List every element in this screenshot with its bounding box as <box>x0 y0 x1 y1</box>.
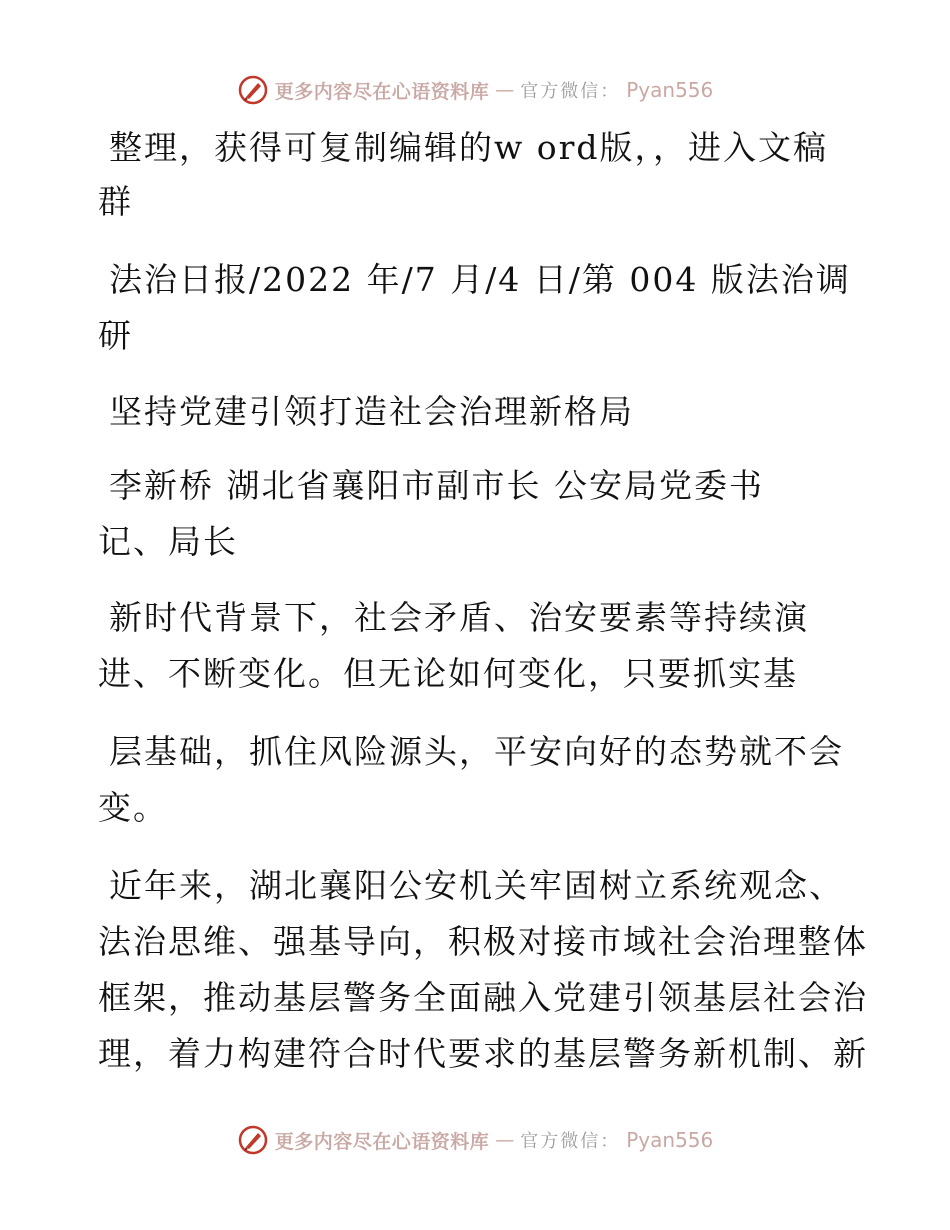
article-title: 坚持党建引领打造社会治理新格局 <box>109 392 634 431</box>
header-watermark <box>0 70 950 110</box>
watermark-site-text: 更多内容尽在心语资料库 <box>274 80 490 103</box>
watermark-site-text: 更多内容尽在心语资料库 <box>274 1130 490 1153</box>
pen-logo-icon <box>237 1124 269 1156</box>
author-line: 李新桥 湖北省襄阳市副市长 公安局党委书 <box>109 466 764 505</box>
text-line: 新时代背景下，社会矛盾、治安要素等持续演 <box>109 598 809 637</box>
watermark-wechat-id: Pyan556 <box>626 1128 714 1152</box>
text-line: 法治思维、强基导向，积极对接市域社会治理整体 <box>98 922 868 961</box>
author-line: 记、局长 <box>98 522 238 561</box>
text-line: 框架，推动基层警务全面融入党建引领基层社会治 <box>98 978 868 1017</box>
text-line: 变。 <box>98 788 168 827</box>
watermark-dash: — <box>495 1129 515 1151</box>
text-line: 研 <box>98 316 133 355</box>
text-line: 层基础，抓住风险源头，平安向好的态势就不会 <box>109 732 844 771</box>
text-line: 进、不断变化。但无论如何变化，只要抓实基 <box>98 654 798 693</box>
text-line: 整理，获得可复制编辑的w ord版，，进入文稿 <box>109 128 829 167</box>
footer-watermark <box>0 1120 950 1160</box>
watermark-wechat-id: Pyan556 <box>626 78 714 102</box>
text-line: 近年来，湖北襄阳公安机关牢固树立系统观念、 <box>109 866 844 905</box>
watermark-dash: — <box>495 79 515 101</box>
text-line: 理，着力构建符合时代要求的基层警务新机制、新 <box>98 1034 868 1073</box>
pen-logo-icon <box>237 74 269 106</box>
watermark-label: 官方微信： <box>520 1131 621 1152</box>
text-line: 群 <box>98 182 133 221</box>
text-line: 法治日报/2022 年/7 月/4 日/第 004 版法治调 <box>109 260 851 299</box>
watermark-label: 官方微信： <box>520 81 621 102</box>
